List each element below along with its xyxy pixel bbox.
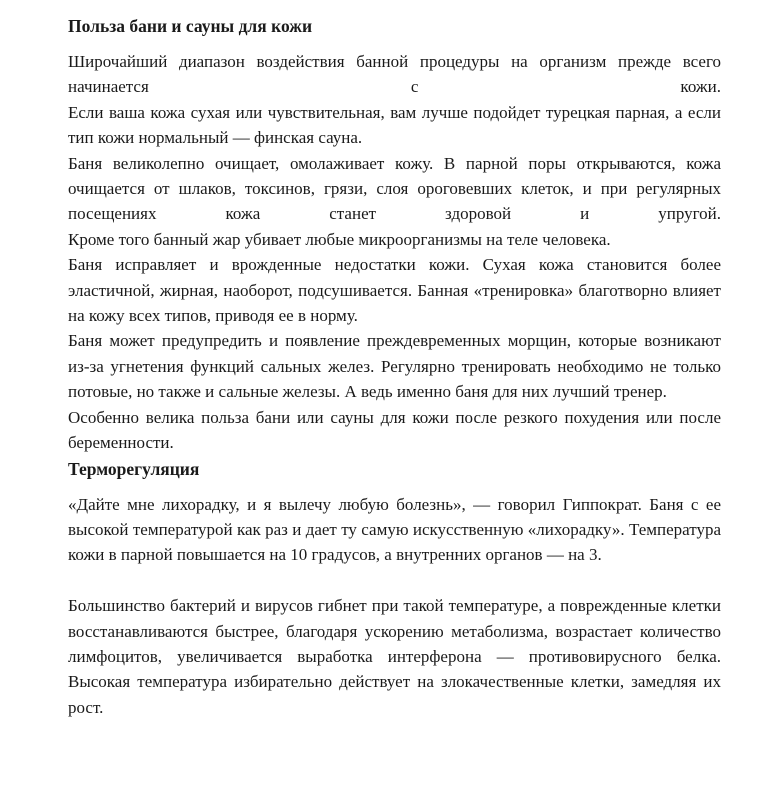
paragraph-weight-loss: Особенно велика польза бани или сауны для кожи после резкого похудения или после беременности. <box>68 407 721 453</box>
paragraph-wrinkles: Баня может предупредить и появление преждевременных морщин, которые возникают из-за угнетения функций сальных желез. Регулярно тренировать необходимо не только потовые, но также и сальные железы. А ведь именно баня для них лучший тренер. <box>68 331 721 402</box>
paragraph-cleansing: Баня великолепно очищает, омолаживает кожу. В парной поры открываются, кожа очищается от шлаков, токсинов, грязи, слоя ороговевших клеток, и при регулярных посещениях кожа станет здоровой и упругой. <box>68 153 721 224</box>
blank-line <box>68 568 721 593</box>
section-heading-thermoregulation: Терморегуляция <box>68 458 200 479</box>
paragraph-intro: Широчайший диапазон воздействия банной процедуры на организм прежде всего начинается с кожи. <box>68 52 721 97</box>
paragraph-microorganisms: Кроме того банный жар убивает любые микроорганизмы на теле человека. <box>68 229 611 249</box>
paragraph-hippocrates: «Дайте мне лихорадку, и я вылечу любую болезнь», — говорил Гиппократ. Баня с ее высокой температурой как раз и дает ту самую искусственную «лихорадку». Температура кожи в парной повышается на 10 градусов, а внутренних органов — на 3. <box>68 494 721 565</box>
paragraph-skin-type: Если ваша кожа сухая или чувствительная, вам лучше подойдет турецкая парная, а если тип кожи нормальный — финская сауна. <box>68 102 721 148</box>
section-heading-skin: Польза бани и сауны для кожи <box>68 16 313 36</box>
paragraph-bacteria: Большинство бактерий и вирусов гибнет при такой температуре, а поврежденные клетки восстанавливаются быстрее, благодаря ускорению метаболизма, возрастает количество лимфоцитов, увеличивается выработка интерферона — противовирусного белка. Высокая температура избирательно действует на злокачественные клетки, замедляя их рост. <box>68 596 721 717</box>
document-page <box>68 0 721 720</box>
paragraph-congenital-defects: Баня исправляет и врожденные недостатки кожи. Сухая кожа становится более эластичной, жирная, наоборот, подсушивается. Банная «тренировка» благотворно влияет на кожу всех типов, приводя ее в норму. <box>68 255 721 326</box>
